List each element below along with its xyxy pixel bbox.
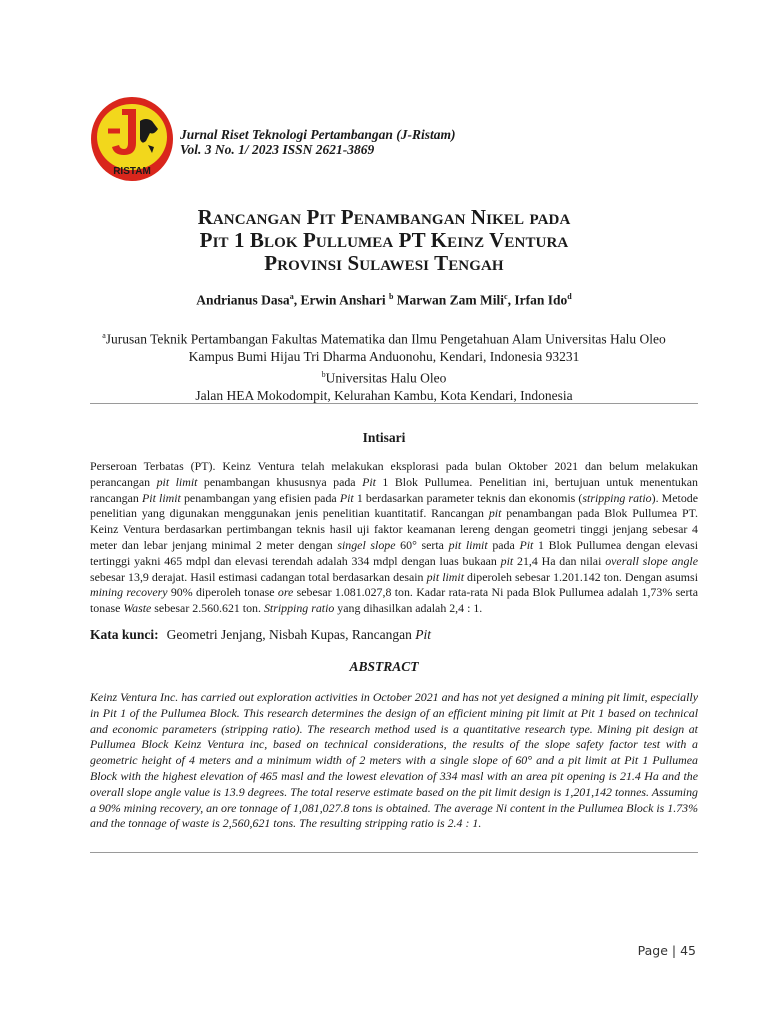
journal-info	[180, 127, 456, 157]
keywords-label: Kata kunci:	[90, 627, 159, 642]
keywords-italic: Pit	[415, 627, 431, 642]
author-affiliation-mark: b	[388, 292, 394, 301]
intisari-body	[90, 459, 698, 617]
title-line-1: Rancangan Pit Penambangan Nikel pada	[197, 205, 571, 229]
intisari-heading: Intisari	[362, 430, 406, 445]
page-number: Page | 45	[637, 943, 696, 958]
intisari-paragraph: Perseroan Terbatas (PT). Keinz Ventura telah melakukan eksplorasi pada bulan Oktober 2021 dan belum melakukan perancangan pit limit penambangan khususnya pada Pit 1 Blok Pullumea. Penelitian ini, bertujuan untuk menentukan rancangan Pit limit penambangan yang efisien pada Pit 1 berdasarkan parameter teknis dan ekonomis (stripping ratio). Metode penelitian yang digunakan menggunakan jenis penelitian kuantitatif. Rancangan pit penambangan pada Blok Pullumea PT. Keinz Ventura berdasarkan pertimbangan teknis hasil uji faktor keamanan lereng dengan geometri tinggi jenjang sebesar 4 meter dan lebar jenjang minimal 2 meter dengan singel slope 60° serta pit limit pada Pit 1 Blok Pullumea dengan elevasi tertinggi yakni 465 mdpl dan elevasi terendah adalah 334 mdpl dengan luas bukaan pit 21,4 Ha dan nilai overall slope angle sebesar 13,9 derajat. Hasil estimasi cadangan total berdasarkan desain pit limit diperoleh sebesar 1.201.142 ton. Dengan asumsi mining recovery 90% diperoleh tonase ore sebesar 1.081.027,8 ton. Kadar rata-rata Ni pada Blok Pullumea adalah 1,73% serta tonase Waste sebesar 2.560.621 ton. Stripping ratio yang dihasilkan adalah 2,4 : 1.	[90, 459, 699, 616]
author-name: Andrianus Dasa	[196, 292, 290, 308]
divider	[90, 403, 698, 404]
abstract-body	[90, 690, 698, 832]
author-affiliation-mark: d	[567, 292, 572, 301]
abstract-heading: ABSTRACT	[349, 659, 419, 674]
author-affiliation-mark: c	[504, 292, 508, 301]
journal-name: Jurnal Riset Teknologi Pertambangan (J-Ristam)	[180, 127, 456, 142]
keywords	[90, 627, 431, 643]
author-list: Andrianus Dasa$^a$, Erwin Anshari $^b$ Marwan Zam Mili$^c$, Irfan Ido$^d$	[196, 292, 572, 308]
affiliation-a: $^a$Jurusan Teknik Pertambangan Fakultas Matematika dan Ilmu Pengetahuan Alam Universitas Halu Oleo	[102, 331, 666, 347]
author-name: Erwin Anshari	[300, 292, 386, 308]
author-name: Marwan Zam Mili	[396, 292, 505, 308]
journal-logo-icon	[88, 95, 176, 187]
title-line-3: Provinsi Sulawesi Tengah	[264, 251, 504, 275]
affiliations	[0, 327, 768, 404]
author-affiliation-mark: a	[289, 292, 294, 301]
title-line-2: Pit 1 Blok Pullumea PT Keinz Ventura	[199, 228, 569, 252]
paper-title	[0, 206, 768, 275]
affiliation-b: $^b$Universitas Halu Oleo	[321, 369, 447, 385]
keywords-text: Geometri Jenjang, Nisbah Kupas, Rancangan	[166, 627, 416, 642]
divider	[90, 852, 698, 853]
journal-header	[88, 95, 608, 190]
author-name: Irfan Ido	[514, 292, 568, 308]
affiliation-a-address: Kampus Bumi Hijau Tri Dharma Anduonohu, Kendari, Indonesia 93231	[188, 349, 580, 364]
svg-text:RISTAM: RISTAM	[113, 166, 151, 177]
journal-volume: Vol. 3 No. 1/ 2023 ISSN 2621-3869	[180, 142, 375, 157]
affiliation-b-address: Jalan HEA Mokodompit, Kelurahan Kambu, Kota Kendari, Indonesia	[195, 387, 573, 403]
abstract-paragraph: Keinz Ventura Inc. has carried out exploration activities in October 2021 and has not yet designed a mining pit limit, especially in Pit 1 of the Pullumea Block. This research determines the design of an efficient mining pit limit at Pit 1 based on technical and economic parameters (stripping ratio). The research method used is a quantitative research type. Mining pit design at Pullumea Block Keinz Ventura inc, based on technical considerations, the results of the slope safety factor test with a geometric height of 4 meters and a minimum width of 2 meters with a single slope of 60° and a pit limit at Pit 1 Pullumea Block with the highest elevation of 465 masl and the lowest elevation of 334 masl with an area pit opening is 21.4 Ha and the overall slope angle value is 13.9 degrees. The total reserve estimate based on the pit limit design is 1,201,142 tonnes. Assuming a 90% mining recovery, an ore tonnage of 1,081,027.8 tons is obtained. The average Ni content in the Pullumea Block is 1.73% and the tonnage of waste is 2,560,621 tons. The resulting stripping ratio is 2.4 : 1.	[90, 690, 698, 831]
